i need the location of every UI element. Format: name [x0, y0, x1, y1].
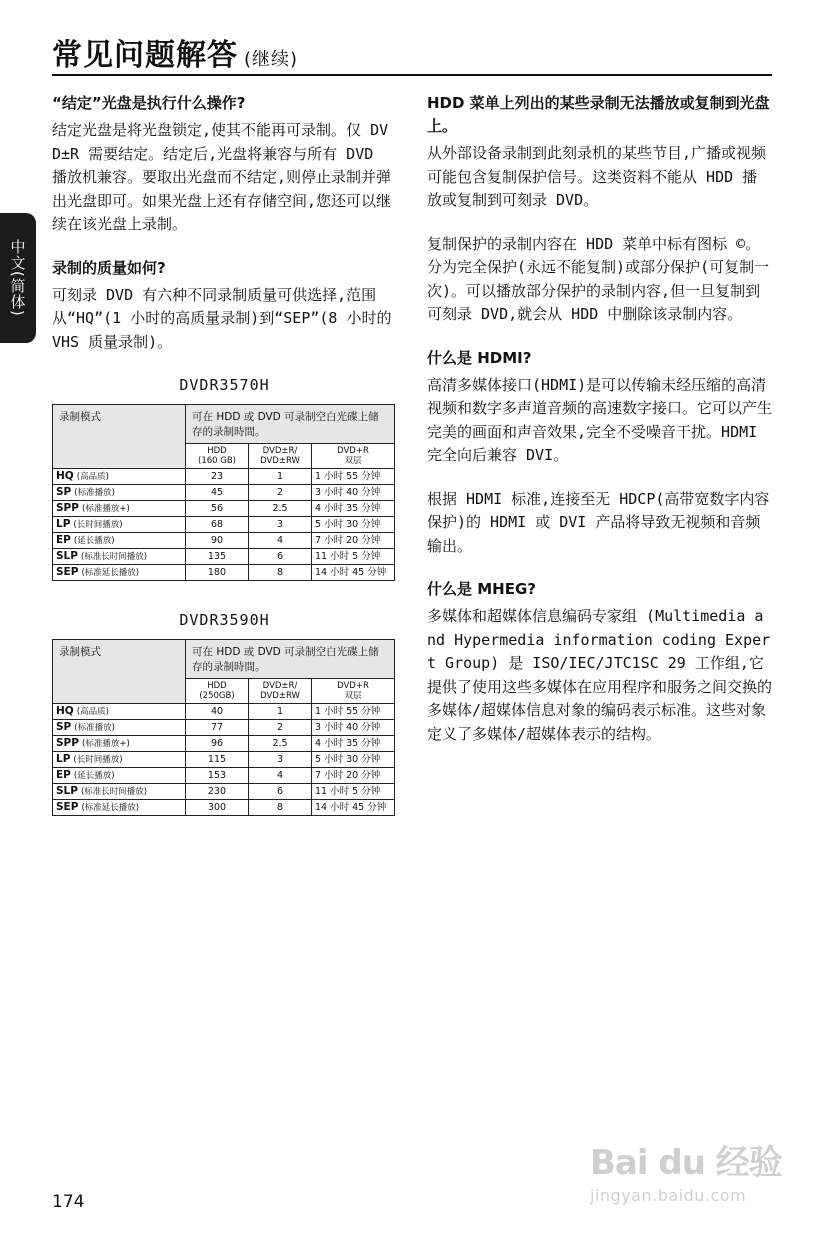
- dvd-dl-time: 4 小时 35 分钟: [312, 736, 395, 752]
- dvd-hours: 1: [249, 469, 312, 485]
- hdd-col-header: HDD (250GB): [186, 679, 249, 704]
- table-row: [53, 720, 395, 736]
- page-title: [52, 30, 298, 74]
- table-row: [53, 549, 395, 565]
- title-main: 常见问题解答: [52, 38, 238, 73]
- dvd-dl-time: 3 小时 40 分钟: [312, 720, 395, 736]
- faq-heading-finalize: “结定”光盘是执行什么操作?: [52, 94, 246, 112]
- faq-body-hdd-playback-1: 从外部设备录制到此刻录机的某些节目,广播或视频可能包含复制保护信号。这类资料不能从 HDD 播放或复制到可刻录 DVD。: [427, 144, 767, 209]
- mode-cell: [53, 768, 186, 784]
- mode-cell: [53, 704, 186, 720]
- faq-body-hdmi-2: 根据 HDMI 标准,连接至无 HDCP(高带宽数字内容保护)的 HDMI 或 DVI 产品将导致无视频和音频输出。: [427, 489, 770, 555]
- left-column: [52, 92, 397, 816]
- language-tab-label: 中文(简体): [8, 239, 27, 317]
- hdd-hours: 40: [186, 704, 249, 720]
- dvd-hours: 1: [249, 704, 312, 720]
- mode-cell: [53, 800, 186, 816]
- dvdr-dl-col-header: DVD+R 双层: [312, 444, 395, 469]
- mode-header: 录制模式: [53, 640, 186, 704]
- mode-cell: [53, 469, 186, 485]
- table-row: [53, 704, 395, 720]
- hdd-hours: 90: [186, 533, 249, 549]
- mode-cell: [53, 533, 186, 549]
- title-rule: [52, 74, 772, 76]
- dvdr-col-header: DVD±R/ DVD±RW: [249, 679, 312, 704]
- mode-code: LP: [56, 518, 71, 530]
- mode-desc: (长时间播放): [73, 755, 123, 765]
- hdd-hours: 230: [186, 784, 249, 800]
- hdd-hours: 300: [186, 800, 249, 816]
- mode-desc: (延长播放): [73, 771, 115, 781]
- faq-heading-quality: 录制的质量如何?: [52, 258, 166, 277]
- dvd-hours: 4: [249, 768, 312, 784]
- dvd-dl-time: 1 小时 55 分钟: [312, 469, 395, 485]
- capacity-header: 可在 HDD 或 DVD 可录制空白光碟上储存的录制時間。: [186, 405, 395, 444]
- mode-code: HQ: [56, 470, 74, 482]
- mode-desc: (标准长时间播放): [80, 787, 148, 797]
- mode-desc: (标准延长播放): [81, 803, 140, 813]
- faq-heading-mheg: 什么是 MHEG?: [427, 580, 536, 598]
- dvd-dl-time: 3 小时 40 分钟: [312, 485, 395, 501]
- faq-body-hdmi-1: 高清多媒体接口(HDMI)是可以传输未经压缩的高清视频和数字多声道音频的高速数字接口。它可以产生完美的画面和声音效果,完全不受噪音干扰。HDMI 完全向后兼容 DVI。: [427, 375, 773, 464]
- mode-desc: (高品质): [76, 707, 109, 717]
- mode-desc: (标准播放): [74, 723, 115, 733]
- dvd-hours: 2.5: [249, 501, 312, 517]
- mode-desc: (标准播放): [74, 488, 115, 498]
- mode-code: EP: [56, 534, 71, 546]
- hdd-hours: 115: [186, 752, 249, 768]
- hdd-hours: 23: [186, 469, 249, 485]
- table-row: [53, 752, 395, 768]
- table-row: [53, 784, 395, 800]
- table-body-3590: [53, 704, 395, 816]
- dvd-dl-time: 7 小时 20 分钟: [312, 768, 395, 784]
- dvd-hours: 4: [249, 533, 312, 549]
- mode-code: SEP: [56, 566, 79, 578]
- model-title-3590: DVDR3590H: [179, 611, 270, 629]
- mode-code: LP: [56, 753, 71, 765]
- mode-cell: [53, 549, 186, 565]
- mode-code: SLP: [56, 785, 78, 797]
- recording-table-3570: [52, 404, 395, 581]
- table-row: [53, 565, 395, 581]
- mode-desc: (高品质): [76, 472, 109, 482]
- mode-code: EP: [56, 769, 71, 781]
- faq-body-mheg: 多媒体和超媒体信息编码专家组 (Multimedia and Hypermedia information coding Expert Group) 是 ISO/IEC/JTC1SC 29 工作组,它提供了使用这些多媒体在应用程序和服务之间交换的多媒体/超媒体信息对象的编码表示标准。这些对象定义了多媒体/超媒体表示的结构。: [427, 607, 773, 743]
- table-row: [53, 501, 395, 517]
- dvd-hours: 6: [249, 549, 312, 565]
- dvd-hours: 2: [249, 485, 312, 501]
- table-body-3570: [53, 469, 395, 581]
- mode-cell: [53, 752, 186, 768]
- table-row: [53, 768, 395, 784]
- right-column: [427, 92, 772, 746]
- baidu-url: jingyan.baidu.com: [590, 1186, 747, 1205]
- faq-body-quality: 可刻录 DVD 有六种不同录制质量可供选择,范围从“HQ”(1 小时的高质量录制)到“SEP”(8 小时的 VHS 质量录制)。: [52, 285, 392, 351]
- baidu-watermark: [590, 1135, 790, 1205]
- mode-code: SP: [56, 486, 72, 498]
- dvd-dl-time: 7 小时 20 分钟: [312, 533, 395, 549]
- mode-code: SP: [56, 721, 72, 733]
- hdd-hours: 135: [186, 549, 249, 565]
- faq-body-hdd-playback-2: 复制保护的录制内容在 HDD 菜单中标有图标 ©。分为完全保护(永远不能复制)或部分保护(可复制一次)。可以播放部分保护的录制内容,但一旦复制到可刻录 DVD,就会从 HDD 中删除该录制内容。: [427, 234, 770, 323]
- dvd-hours: 3: [249, 517, 312, 533]
- mode-cell: [53, 565, 186, 581]
- faq-heading-hdd-playback: HDD 菜单上列出的某些录制无法播放或复制到光盘上。: [427, 94, 770, 135]
- hdd-hours: 180: [186, 565, 249, 581]
- dvd-dl-time: 1 小时 55 分钟: [312, 704, 395, 720]
- mode-desc: (标准播放+): [82, 504, 130, 514]
- table-row: [53, 517, 395, 533]
- hdd-hours: 153: [186, 768, 249, 784]
- table-row: [53, 485, 395, 501]
- mode-cell: [53, 501, 186, 517]
- hdd-col-header: HDD (160 GB): [186, 444, 249, 469]
- recording-table-3590: [52, 639, 395, 816]
- mode-desc: (长时间播放): [73, 520, 123, 530]
- mode-code: SLP: [56, 550, 78, 562]
- capacity-header: 可在 HDD 或 DVD 可录制空白光碟上储存的录制時間。: [186, 640, 395, 679]
- mode-code: SPP: [56, 737, 79, 749]
- baidu-logo: Bai du 经验: [590, 1143, 782, 1183]
- mode-header: 录制模式: [53, 405, 186, 469]
- mode-cell: [53, 485, 186, 501]
- dvd-dl-time: 5 小时 30 分钟: [312, 517, 395, 533]
- table-row: [53, 469, 395, 485]
- title-continued: (继续): [244, 49, 299, 70]
- mode-desc: (标准延长播放): [81, 568, 140, 578]
- dvd-dl-time: 11 小时 5 分钟: [312, 784, 395, 800]
- dvd-dl-time: 4 小时 35 分钟: [312, 501, 395, 517]
- faq-heading-hdmi: 什么是 HDMI?: [427, 348, 532, 367]
- mode-code: SPP: [56, 502, 79, 514]
- mode-desc: (延长播放): [73, 536, 115, 546]
- dvd-dl-time: 5 小时 30 分钟: [312, 752, 395, 768]
- table-row: [53, 533, 395, 549]
- mode-cell: [53, 517, 186, 533]
- mode-code: SEP: [56, 801, 79, 813]
- dvdr-col-header: DVD±R/ DVD±RW: [249, 444, 312, 469]
- dvd-hours: 3: [249, 752, 312, 768]
- table-row: [53, 800, 395, 816]
- hdd-hours: 96: [186, 736, 249, 752]
- dvd-dl-time: 14 小时 45 分钟: [312, 565, 395, 581]
- mode-desc: (标准长时间播放): [80, 552, 148, 562]
- mode-cell: [53, 720, 186, 736]
- hdd-hours: 56: [186, 501, 249, 517]
- mode-cell: [53, 736, 186, 752]
- dvd-hours: 8: [249, 800, 312, 816]
- dvd-hours: 6: [249, 784, 312, 800]
- language-tab: [0, 213, 36, 343]
- mode-cell: [53, 784, 186, 800]
- dvd-dl-time: 14 小时 45 分钟: [312, 800, 395, 816]
- hdd-hours: 77: [186, 720, 249, 736]
- hdd-hours: 68: [186, 517, 249, 533]
- dvd-hours: 2: [249, 720, 312, 736]
- hdd-hours: 45: [186, 485, 249, 501]
- model-title-3570: DVDR3570H: [179, 376, 270, 394]
- dvd-hours: 2.5: [249, 736, 312, 752]
- dvd-hours: 8: [249, 565, 312, 581]
- mode-desc: (标准播放+): [82, 739, 130, 749]
- table-row: [53, 736, 395, 752]
- page-number: 174: [52, 1192, 85, 1212]
- dvdr-dl-col-header: DVD+R 双层: [312, 679, 395, 704]
- mode-code: HQ: [56, 705, 74, 717]
- faq-body-finalize: 结定光盘是将光盘锁定,使其不能再可录制。仅 DVD±R 需要结定。结定后,光盘将兼容与所有 DVD 播放机兼容。要取出光盘而不结定,则停止录制并弹出光盘即可。如果光盘上还有存储空间,您还可以继续在该光盘上录制。: [52, 121, 392, 233]
- dvd-dl-time: 11 小时 5 分钟: [312, 549, 395, 565]
